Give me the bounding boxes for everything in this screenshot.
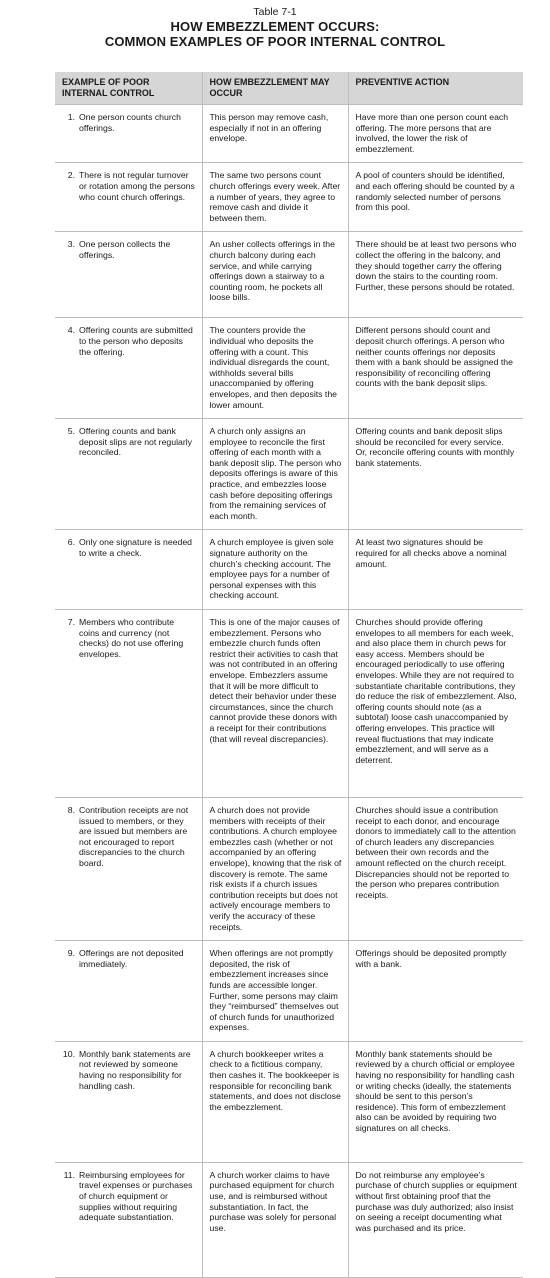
row-number: 1. (67, 112, 75, 122)
table-title-line-1: HOW EMBEZZLEMENT OCCURS: (170, 19, 380, 34)
how-cell: A church bookkeeper writes a check to a fictitious company, then cashes it. The bookkeeper is responsible for reconciling bank statements, and does not disclose the embezzlement. (202, 1041, 348, 1162)
table-row (55, 610, 523, 798)
table-header-row (55, 72, 523, 105)
example-cell (55, 798, 202, 941)
table-row (55, 163, 523, 232)
example-text: Offering counts are submitted to the person who deposits the offering. (79, 325, 193, 357)
row-number: 10. (62, 1048, 75, 1059)
example-cell (55, 530, 202, 610)
example-text: Members who contribute coins and currency (not checks) do not use offering envelopes. (79, 617, 184, 659)
how-cell: A church only assigns an employee to reconcile the first offering of each month with a bank deposit slip. The person who deposits offerings is aware of this practice, and embezzles loose cash before depositing offerings from the remaining services of each month. (202, 419, 348, 530)
table-row (55, 798, 523, 941)
example-text: One person counts church offerings. (79, 112, 181, 133)
row-number: 7. (67, 617, 75, 627)
example-cell (55, 1162, 202, 1277)
how-cell: The counters provide the individual who deposits the offering with a count. This individual disregards the count, withholds several bills unaccompanied by offering envelopes, and then deposits the lower amount. (202, 318, 348, 419)
action-cell: Churches should provide offering envelopes to all members for each week, and also place them in church pews for easy access. Members should be encouraged periodically to use offering envelopes. While they are not required to substantiate charitable contributions, they do reduce the risk of embezzlement. Also, offering counts should note (as a subtotal) loose cash unaccompanied by offering envelopes. This practice will reveal fluctuations that may indicate embezzlement, and will serve as a deterrent. (348, 610, 523, 798)
action-cell: Churches should issue a contribution receipt to each donor, and encourage donors to immediately call to the attention of church leaders any discrepancies between their own records and the amount reflected on the church receipt. Discrepancies should not be reported to the person who prepares contribution receipts. (348, 798, 523, 941)
row-number: 11. (63, 1169, 75, 1180)
how-cell: This is one of the major causes of embezzlement. Persons who embezzle church funds often restrict their activities to cash that was not contributed in an offering envelope. Embezzlers assume that it will be more difficult to detect their behavior under these circumstances, since the church cannot provide these donors with a receipt for their contributions (that will reveal discrepancies). (202, 610, 348, 798)
action-cell: Different persons should count and deposit church offerings. A person who neither counts offerings nor deposits them with a bank should be assigned the responsibility of reconciling offering counts with the bank deposit slips. (348, 318, 523, 419)
how-cell: The same two persons count church offerings every week. After a number of years, they agree to remove cash and divide it between them. (202, 163, 348, 232)
how-cell: A church does not provide members with receipts of their contributions. A church employee embezzles cash (whether or not accompanied by an offering envelope), knowing that the risk of discovery is remote. The same risk exists if a church issues contribution receipts but does not actively encourage members to verify the accuracy of these receipts. (202, 798, 348, 941)
header-how: HOW EMBEZZLEMENT MAY OCCUR (202, 72, 348, 105)
table-row (55, 1041, 523, 1162)
example-text: Contribution receipts are not issued to members, or they are issued but members are not encouraged to report discrepancies to the church board. (79, 805, 189, 868)
row-number: 3. (67, 239, 75, 250)
table-title-line-2: COMMON EXAMPLES OF POOR INTERNAL CONTROL (104, 34, 446, 49)
example-cell (55, 1041, 202, 1162)
table-row (55, 530, 523, 610)
action-cell: Have more than one person count each offering. The more persons that are involved, the lower the risk of embezzlement. (348, 105, 523, 163)
action-cell: A pool of counters should be identified, and each offering should be counted by a randomly selected number of persons from this pool. (348, 163, 523, 232)
example-text: Only one signature is needed to write a check. (79, 537, 193, 559)
table-row (55, 1162, 523, 1277)
example-text: Monthly bank statements are not reviewed by someone having no responsibility for handling cash. (79, 1048, 191, 1091)
how-cell: An usher collects offerings in the church balcony during each service, and while carrying offerings down a stairway to a counting room, he pockets all loose bills. (202, 232, 348, 318)
example-text: Offerings are not deposited immediately. (79, 948, 184, 969)
header-action: PREVENTIVE ACTION (348, 72, 523, 105)
example-cell (55, 419, 202, 530)
row-number: 6. (67, 537, 75, 548)
header-example: EXAMPLE OF POOR INTERNAL CONTROL (55, 72, 202, 105)
table-caption (0, 0, 550, 49)
example-cell (55, 610, 202, 798)
example-text: Offering counts and bank deposit slips are not regularly reconciled. (79, 426, 192, 458)
table-row (55, 941, 523, 1042)
example-cell (55, 105, 202, 163)
table-row (55, 318, 523, 419)
how-cell: A church worker claims to have purchased equipment for church use, and is reimbursed without substantiation. In fact, the purchase was solely for personal use. (202, 1162, 348, 1277)
row-number: 2. (67, 170, 75, 181)
example-text: One person collects the offerings. (79, 239, 171, 260)
action-cell: Do not reimburse any employee’s purchase of church supplies or equipment without first obtaining proof that the purchase was duly authorized; also insist on seeing a receipt documenting what was purchased and its price. (348, 1162, 523, 1277)
row-number: 9. (67, 948, 75, 959)
how-cell: When offerings are not promptly deposited, the risk of embezzlement increases since funds are accessible longer. Further, some persons may claim they “reimbursed” themselves out of church funds for unauthorized expenses. (202, 941, 348, 1042)
action-cell: At least two signatures should be required for all checks above a nominal amount. (348, 530, 523, 610)
table-number: Table 7-1 (253, 6, 297, 18)
example-text: Reimbursing employees for travel expenses or purchases of church equipment or supplies without requiring adequate substantiation. (79, 1169, 193, 1223)
how-cell: This person may remove cash, especially if not in an offering envelope. (202, 105, 348, 163)
row-number: 4. (67, 325, 75, 336)
action-cell: Offering counts and bank deposit slips should be reconciled for every service. Or, reconcile offering counts with monthly bank statements. (348, 419, 523, 530)
embezzlement-table (55, 72, 523, 1278)
how-cell: A church employee is given sole signature authority on the church’s checking account. The employee pays for a number of personal expenses with this checking account. (202, 530, 348, 610)
example-cell (55, 318, 202, 419)
action-cell: Monthly bank statements should be reviewed by a church official or employee having no responsibility for handling cash or writing checks (ideally, the statements should be sent to this person’s residence). This form of embezzlement also can be avoided by requiring two signatures on all checks. (348, 1041, 523, 1162)
row-number: 8. (67, 805, 75, 815)
action-cell: There should be at least two persons who collect the offering in the balcony, and they should together carry the offering down the stairs to the counting room. Further, these persons should be rotated. (348, 232, 523, 318)
example-cell (55, 163, 202, 232)
action-cell: Offerings should be deposited promptly with a bank. (348, 941, 523, 1042)
table-row (55, 105, 523, 163)
example-text: There is not regular turnover or rotation among the persons who count church offerings. (79, 170, 195, 202)
table-row (55, 419, 523, 530)
row-number: 5. (67, 426, 75, 437)
table-row (55, 232, 523, 318)
example-cell (55, 941, 202, 1042)
example-cell (55, 232, 202, 318)
